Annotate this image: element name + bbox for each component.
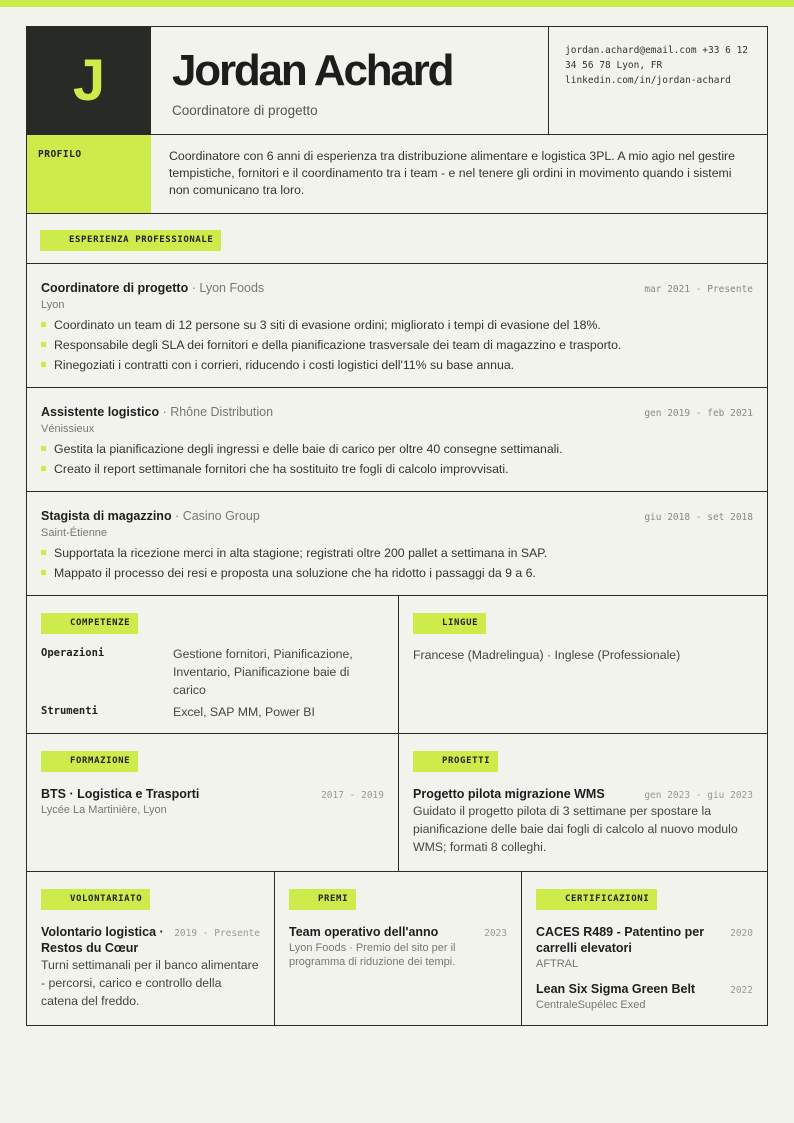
- certifications-section: [521, 872, 767, 1025]
- skills-languages-row: [27, 596, 767, 734]
- job-date: mar 2021 - Presente: [644, 284, 753, 295]
- education-section: [27, 734, 398, 871]
- section-tag: ESPERIENZA PROFESSIONALE: [40, 230, 221, 251]
- job-date: giu 2018 - set 2018: [644, 512, 753, 523]
- job-location: Vénissieux: [41, 423, 95, 435]
- education-date: 2017 - 2019: [321, 790, 384, 801]
- section-tag: PROGETTI: [413, 751, 498, 772]
- certification-date: 2022: [730, 985, 753, 996]
- contact-block: [549, 27, 767, 134]
- section-tag: VOLONTARIATO: [41, 889, 150, 910]
- resume-page: [26, 26, 768, 1026]
- certification-issuer: CentraleSupélec Exed: [536, 999, 646, 1011]
- skill-category: Strumenti: [41, 705, 98, 717]
- bullet-item: Gestita la pianificazione degli ingressi e delle baie di carico per oltre 40 consegne settimanali.: [41, 439, 753, 459]
- certification-title: CACES R489 - Patentino per carrelli elevatori: [536, 925, 705, 955]
- top-accent-bar: [0, 0, 794, 7]
- languages-text: Francese (Madrelingua) · Inglese (Professionale): [413, 648, 681, 662]
- job-bullets: [41, 439, 753, 479]
- skills-section: [27, 596, 398, 733]
- job-bullets: [41, 543, 753, 583]
- job-entry: [27, 492, 767, 596]
- profile-text: Coordinatore con 6 anni di esperienza tra distribuzione alimentare e logistica 3PL. A mio agio nel gestire tempistiche, fornitori e il coordinamento tra i team - e nel tenere gli ordini in movimento quando i sistemi non comunicano tra loro.: [169, 149, 735, 197]
- project-title: Progetto pilota migrazione WMS: [413, 787, 605, 801]
- contact-line: 34 56 78 Lyon, FR: [565, 60, 663, 71]
- job-location: Saint-Étienne: [41, 527, 108, 539]
- candidate-title: Coordinatore di progetto: [172, 103, 318, 118]
- certification-title: Lean Six Sigma Green Belt: [536, 982, 696, 996]
- profile-label: PROFILO: [27, 135, 151, 213]
- bullet-item: Creato il report settimanale fornitori che ha sostituito tre fogli di calcolo improvvisati.: [41, 459, 753, 479]
- section-tag: COMPETENZE: [41, 613, 138, 634]
- skill-values: Gestione fornitori, Pianificazione, Inventario, Pianificazione baie di carico: [173, 647, 353, 697]
- award-description: Lyon Foods · Premio del sito per il programma di riduzione dei tempi.: [289, 942, 456, 968]
- bottom-row: [27, 872, 767, 1025]
- skill-row: [41, 645, 384, 699]
- bullet-item: Rinegoziati i contratti con i corrieri, riducendo i costi logistici dell'11% su base annua.: [41, 355, 753, 375]
- projects-section: [398, 734, 767, 871]
- experience-heading: [27, 214, 767, 264]
- school-name: Lycée La Martinière, Lyon: [41, 804, 167, 816]
- job-title: Stagista di magazzino: [41, 509, 172, 523]
- bullet-item: Coordinato un team di 12 persone su 3 siti di evasione ordini; migliorato i tempi di evasione del 18%.: [41, 315, 753, 335]
- job-title: Coordinatore di progetto: [41, 281, 189, 295]
- section-tag: FORMAZIONE: [41, 751, 138, 772]
- section-tag: CERTIFICAZIONI: [536, 889, 657, 910]
- job-location: Lyon: [41, 299, 65, 311]
- job-title: Assistente logistico: [41, 405, 160, 419]
- job-entry: [27, 264, 767, 388]
- education-projects-row: [27, 734, 767, 872]
- skill-row: [41, 703, 384, 721]
- bullet-item: Supportata la ricezione merci in alta stagione; registrati oltre 200 pallet a settimana in SAP.: [41, 543, 753, 563]
- job-company: · Casino Group: [171, 509, 260, 523]
- bullet-item: Mappato il processo dei resi e proposta una soluzione che ha ridotto i passaggi da 9 a 6.: [41, 563, 753, 583]
- award-title: Team operativo dell'anno: [289, 925, 439, 939]
- contact-link[interactable]: linkedin.com/in/jordan-achard: [565, 75, 731, 86]
- certification-issuer: AFTRAL: [536, 958, 579, 970]
- degree-title: BTS · Logistica e Trasporti: [41, 787, 200, 801]
- project-date: gen 2023 - giu 2023: [644, 790, 753, 801]
- contact-line: jordan.achard@email.com +33 6 12: [565, 45, 749, 56]
- awards-section: [274, 872, 521, 1025]
- monogram: J: [27, 27, 151, 134]
- section-tag: LINGUE: [413, 613, 486, 634]
- job-date: gen 2019 - feb 2021: [644, 408, 753, 419]
- certification-date: 2020: [730, 928, 753, 939]
- job-company: · Lyon Foods: [188, 281, 265, 295]
- volunteering-section: [27, 872, 274, 1025]
- skill-category: Operazioni: [41, 647, 105, 659]
- project-description: Guidato il progetto pilota di 3 settimane per spostare la pianificazione delle baie dai fogli di calcolo al nuovo modulo WMS; formati 8 colleghi.: [413, 804, 738, 854]
- languages-section: [398, 596, 767, 733]
- volunteer-date: 2019 - Presente: [174, 928, 260, 939]
- name-block: [151, 27, 549, 134]
- candidate-name: Jordan Achard: [172, 46, 453, 95]
- job-bullets: [41, 315, 753, 375]
- bullet-item: Responsabile degli SLA dei fornitori e della pianificazione trasversale dei team di magazzino e trasporto.: [41, 335, 753, 355]
- skill-values: Excel, SAP MM, Power BI: [173, 705, 315, 719]
- award-date: 2023: [484, 928, 507, 939]
- profile-section: [27, 135, 767, 214]
- section-tag: PREMI: [289, 889, 356, 910]
- volunteer-description: Turni settimanali per il banco alimentare - percorsi, carico e controllo della catena del freddo.: [41, 958, 259, 1008]
- volunteer-title: Volontario logistica · Restos du Cœur: [41, 925, 164, 955]
- resume-header: [27, 27, 767, 135]
- job-entry: [27, 388, 767, 492]
- job-company: · Rhône Distribution: [159, 405, 274, 419]
